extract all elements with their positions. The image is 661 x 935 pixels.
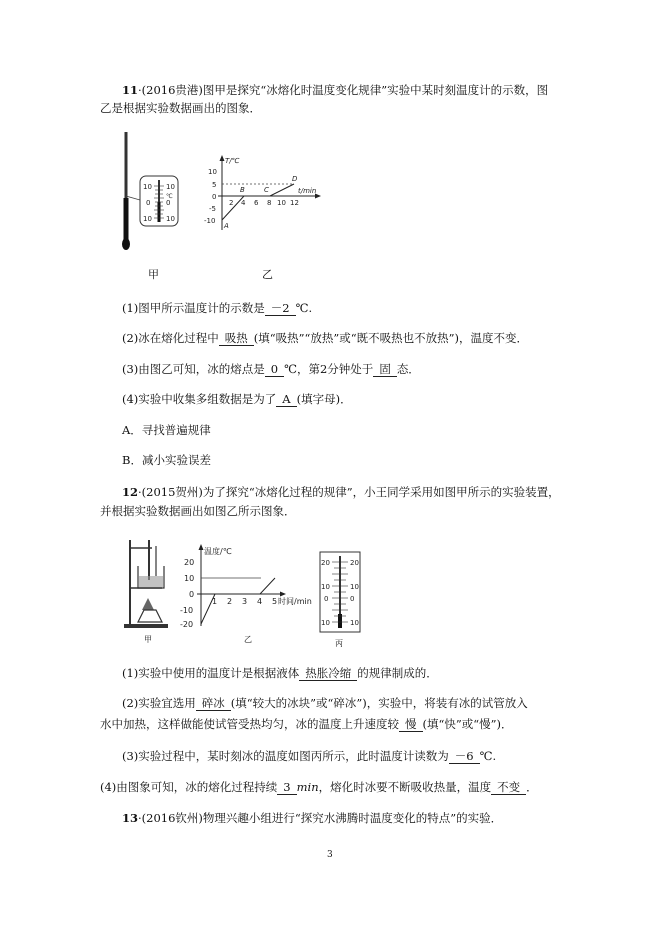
graph-xtick: 2	[227, 597, 233, 606]
thermo-tick: 10	[166, 183, 175, 191]
answer-blank: 固	[373, 363, 397, 377]
q12-stem-line2: 并根据实验数据画出如图乙所示图象．	[100, 504, 296, 518]
q11-stem-line2: 乙是根据实验数据画出的图象．	[100, 101, 261, 115]
graph-xtick: 1	[212, 597, 218, 606]
graph-ytick: -10	[204, 217, 216, 225]
graph-xlabel: 时间/min	[278, 597, 312, 606]
graph-ytick: 0	[212, 193, 217, 201]
q11-fig-jia-caption: 甲	[148, 268, 159, 281]
answer-blank: 3	[277, 781, 296, 795]
graph-ytick: -20	[180, 620, 194, 629]
graph-xtick: 12	[290, 199, 299, 207]
thermo-bulb	[122, 238, 130, 250]
q11-sub1: (1)图甲所示温度计的示数是 －2 ℃.	[122, 301, 313, 315]
q12-stem-line1: 12·(2015贺州)为了探究“冰熔化过程的规律”，小王同学采用如图甲所示的实验装置，	[122, 485, 560, 499]
graph-ylabel: 温度/℃	[204, 547, 232, 556]
thermo-tick: 10	[321, 583, 330, 591]
q13-stem: 13·(2016钦州)物理兴趣小组进行“探究水沸腾时温度变化的特点”的实验．	[122, 811, 503, 825]
thermo-tick: 10	[143, 215, 152, 223]
graph-curve	[201, 578, 278, 624]
q11-thermometer-figure	[110, 128, 185, 253]
thermo-tick: 20	[321, 559, 330, 567]
graph-ytick: -10	[180, 606, 194, 615]
graph-ytick: 20	[184, 558, 195, 567]
graph-ytick: 10	[184, 574, 195, 583]
q11-graph	[200, 152, 325, 237]
graph-ytick: 5	[212, 181, 217, 189]
q11-stem-line1: 11·(2016贵港)图甲是探究“冰熔化时温度变化规律”实验中某时刻温度计的示数，图	[122, 83, 549, 97]
thermo-tick: 0	[146, 199, 151, 207]
q12-fig-yi-caption: 乙	[244, 635, 252, 644]
page-number: 3	[327, 850, 333, 860]
graph-xlabel: t/min	[298, 187, 317, 195]
answer-blank: 不变	[491, 781, 526, 795]
q12-thermometer-bing	[318, 550, 363, 636]
graph-xtick: 4	[257, 597, 263, 606]
graph-xtick: 10	[277, 199, 286, 207]
answer-blank: 热胀冷缩	[299, 667, 357, 681]
answer-blank: －2	[265, 302, 296, 316]
q12-sub4: (4)由图象可知，冰的熔化过程持续 3 min，熔化时冰要不断吸收热量，温度 不变 ．	[100, 780, 538, 794]
q11-option-b: B．减小实验误差	[122, 453, 211, 467]
answer-blank: 0	[265, 363, 284, 377]
q13-number: 13	[122, 811, 139, 825]
graph-ylabel: T/℃	[225, 157, 240, 165]
answer-blank: 碎冰	[196, 697, 231, 711]
graph-xtick: 5	[272, 597, 278, 606]
q12-number: 12	[122, 485, 139, 499]
graph-ytick: 0	[189, 590, 195, 599]
answer-blank: A	[276, 393, 296, 407]
q12-apparatus-figure	[122, 536, 172, 632]
thermo-tick: 10	[143, 183, 152, 191]
q11-sub4: (4)实验中收集多组数据是为了 A (填字母)．	[122, 392, 352, 406]
q12-fig-jia-caption: 甲	[144, 635, 152, 644]
answer-blank: 吸热	[219, 332, 254, 346]
thermo-tick: 20	[350, 559, 359, 567]
thermo-tick: 10	[350, 619, 359, 627]
thermo-tick: 10	[350, 583, 359, 591]
q11-option-a: A．寻找普遍规律	[122, 423, 211, 437]
graph-ytick: 10	[208, 168, 217, 176]
graph-point-label: C	[264, 186, 269, 194]
graph-point-label: B	[240, 186, 245, 194]
q11-sub2: (2)冰在熔化过程中 吸热 (填“吸热”“放热”或“既不吸热也不放热”)，温度不变．	[122, 331, 529, 345]
q12-fig-bing-caption: 丙	[335, 639, 343, 648]
q12-sub2-line2: 水中加热，这样做能使试管受热均匀，冰的温度上升速度较 慢 (填“快”或“慢”)．	[100, 717, 513, 731]
graph-xtick: 8	[267, 199, 272, 207]
answer-blank: －6	[449, 750, 480, 764]
answer-blank: 慢	[399, 718, 423, 732]
q12-sub3: (3)实验过程中，某时刻冰的温度如图丙所示，此时温度计读数为 －6 ℃.	[122, 749, 497, 763]
q11-sub3: (3)由图乙可知，冰的熔点是 0 ℃，第2分钟处于 固 态．	[122, 362, 420, 376]
graph-xtick: 2	[229, 199, 234, 207]
graph-ytick: -5	[209, 205, 216, 213]
q12-graph	[175, 540, 320, 632]
graph-xtick: 3	[242, 597, 248, 606]
graph-point-label: D	[292, 175, 298, 183]
q11-number: 11	[122, 83, 139, 97]
graph-point-label: A	[224, 222, 229, 230]
q11-fig-yi-caption: 乙	[262, 268, 273, 281]
q12-sub1: (1)实验中使用的温度计是根据液体 热胀冷缩 的规律制成的．	[122, 666, 438, 680]
thermo-tick: 0	[350, 595, 355, 603]
thermo-unit: ℃	[166, 193, 173, 200]
thermo-tick: 10	[321, 619, 330, 627]
thermo-tick: 10	[166, 215, 175, 223]
thermo-tick: 0	[166, 199, 171, 207]
q12-sub2-line1: (2)实验宜选用 碎冰 (填“较大的冰块”或“碎冰”)，实验中，将装有冰的试管放入	[122, 696, 528, 710]
graph-xtick: 6	[254, 199, 259, 207]
thermo-tick: 0	[324, 595, 329, 603]
graph-xtick: 4	[241, 199, 246, 207]
